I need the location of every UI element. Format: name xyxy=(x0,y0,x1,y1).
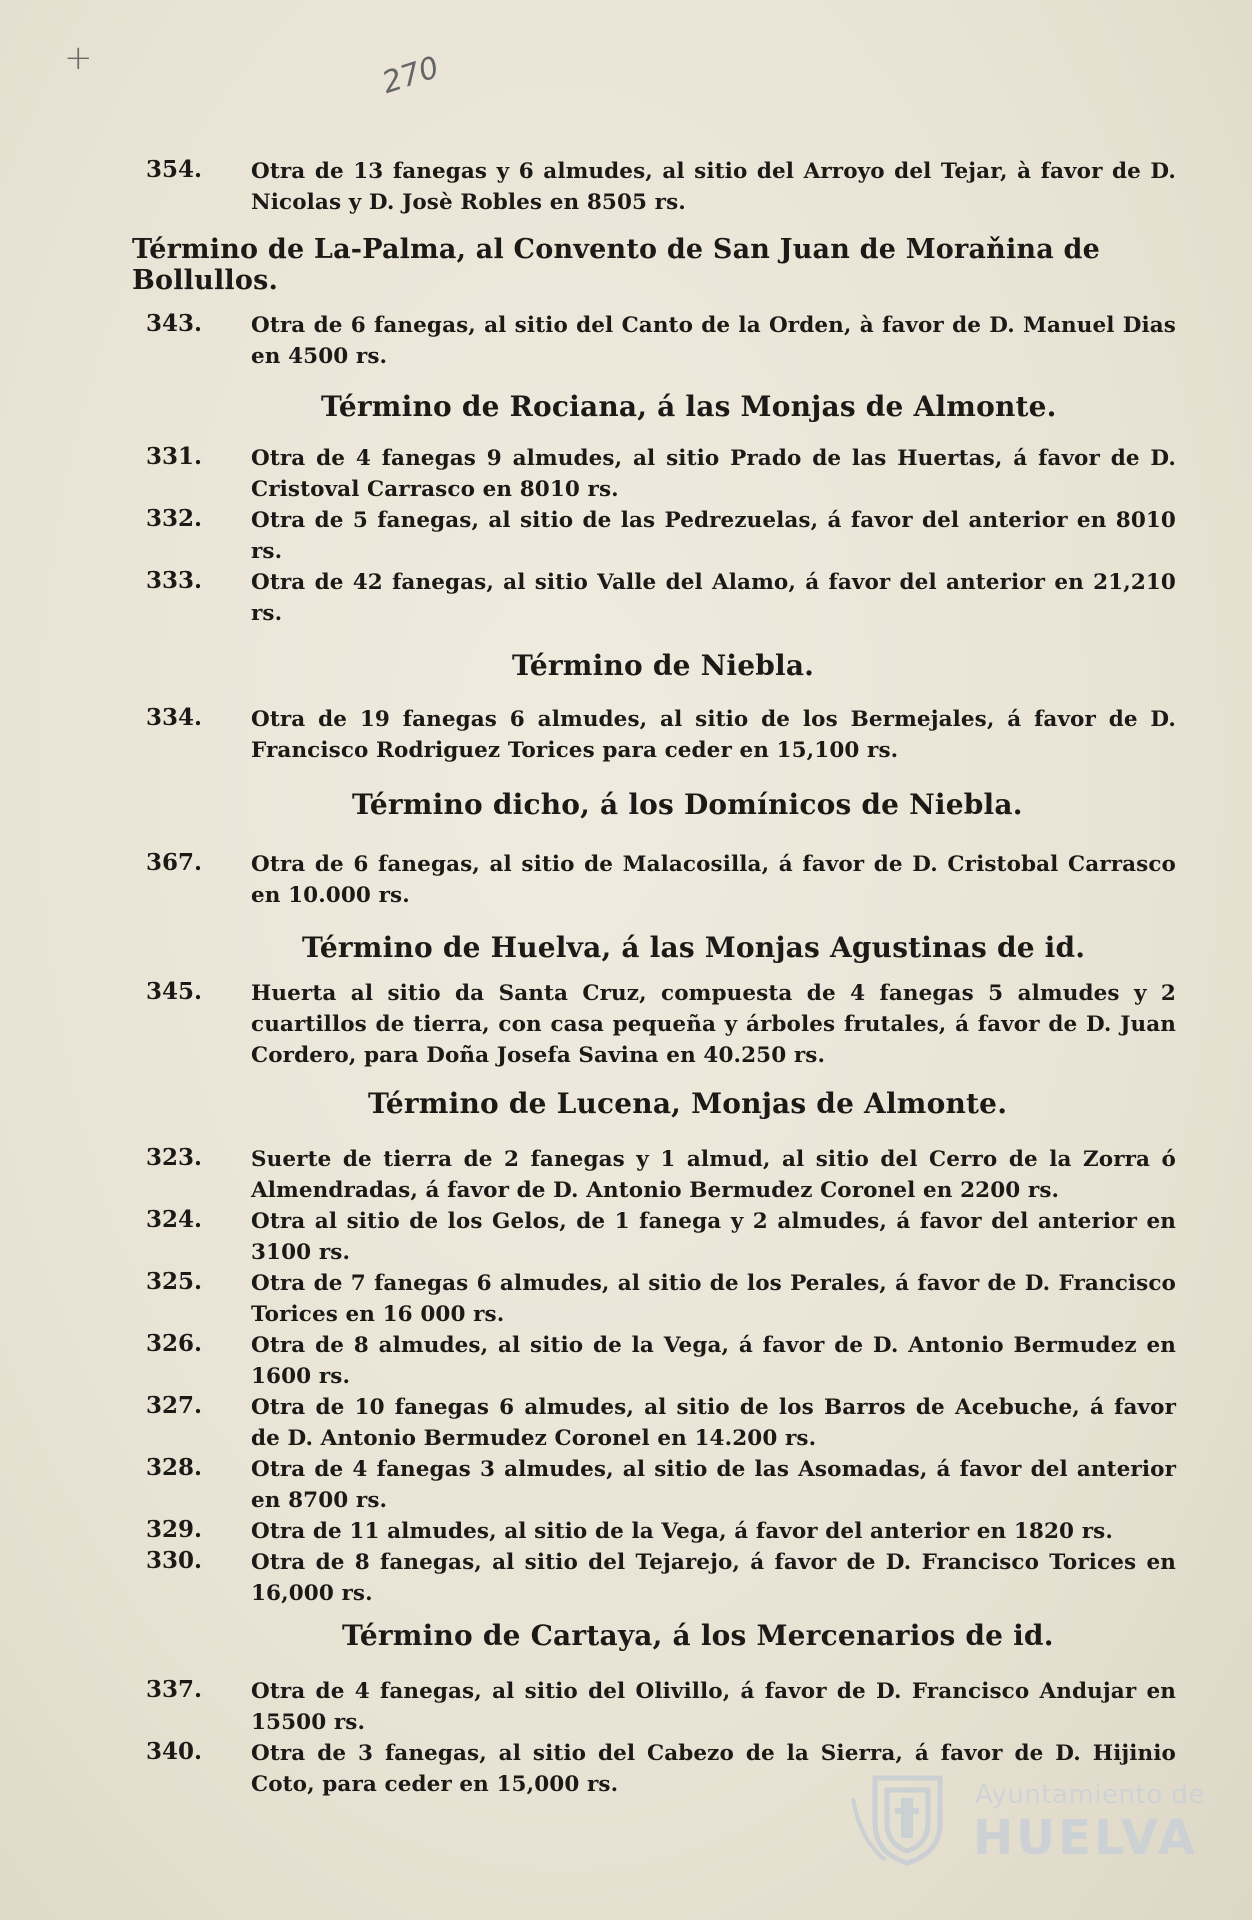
document-body xyxy=(132,150,1176,1800)
section-heading: Término de Huelva, á las Monjas Agustinas de id. xyxy=(302,931,1086,964)
section xyxy=(132,234,1176,372)
entry-number: 323. xyxy=(146,1144,203,1171)
entry-number: 330. xyxy=(146,1547,203,1574)
entry-text: Otra de 13 fanegas y 6 almudes, al sitio del Arroyo del Tejar, à favor de D. Nicolas y D. Josè Robles en 8505 rs. xyxy=(251,159,1176,215)
list-item xyxy=(146,1392,1176,1454)
entry-text: Otra de 4 fanegas 9 almudes, al sitio Prado de las Huertas, á favor de D. Cristoval Carrasco en 8010 rs. xyxy=(251,446,1176,502)
section-heading: Término de La-Palma, al Convento de San Juan de Moraňina de Bollullos. xyxy=(132,234,1101,296)
list-item xyxy=(146,1676,1176,1738)
list-item xyxy=(146,310,1176,372)
entry-number: 327. xyxy=(146,1392,203,1419)
city-seal-icon xyxy=(845,1768,965,1868)
entry-number: 333. xyxy=(146,567,203,594)
list-item xyxy=(146,443,1176,505)
entry-number: 325. xyxy=(146,1268,203,1295)
list-item xyxy=(146,567,1176,629)
entry-text: Suerte de tierra de 2 fanegas y 1 almud, al sitio del Cerro de la Zorra ó Almendradas, á favor de D. Antonio Bermudez Coronel en 2200 rs. xyxy=(251,1147,1176,1203)
entry-number: 340. xyxy=(146,1738,203,1765)
entry-number: 337. xyxy=(146,1676,203,1703)
watermark-line2: HUELVA xyxy=(973,1810,1198,1866)
entry-number: 324. xyxy=(146,1206,203,1233)
pencil-cross-mark: + xyxy=(64,38,93,78)
entry-number: 367. xyxy=(146,849,203,876)
entry-text: Otra de 10 fanegas 6 almudes, al sitio de los Barros de Acebuche, á favor de D. Antonio Bermudez Coronel en 14.200 rs. xyxy=(251,1395,1176,1451)
entry-number: 343. xyxy=(146,310,203,337)
entry-text: Otra de 4 fanegas, al sitio del Olivillo, á favor de D. Francisco Andujar en 15500 rs. xyxy=(251,1679,1176,1735)
entry-text: Otra de 42 fanegas, al sitio Valle del Alamo, á favor del anterior en 21,210 rs. xyxy=(251,570,1176,626)
section xyxy=(146,156,1176,218)
section xyxy=(146,788,1176,911)
section-heading: Término dicho, á los Domínicos de Niebla. xyxy=(352,788,1023,821)
list-item xyxy=(146,1454,1176,1516)
entry-number: 332. xyxy=(146,505,203,532)
entry-text: Otra de 6 fanegas, al sitio de Malacosilla, á favor de D. Cristobal Carrasco en 10.000 rs. xyxy=(251,852,1176,908)
list-item xyxy=(146,849,1176,911)
entry-text: Otra de 8 fanegas, al sitio del Tejarejo, á favor de D. Francisco Torices en 16,000 rs. xyxy=(251,1550,1176,1606)
entry-text: Huerta al sitio da Santa Cruz, compuesta de 4 fanegas 5 almudes y 2 cuartillos de tierra, con casa pequeña y árboles frutales, á favor de D. Juan Cordero, para Doña Josefa Savina en 40.250 rs. xyxy=(251,981,1176,1068)
ayuntamiento-huelva-watermark xyxy=(845,1768,1205,1868)
entry-number: 354. xyxy=(146,156,203,183)
entry-text: Otra de 19 fanegas 6 almudes, al sitio de los Bermejales, á favor de D. Francisco Rodriguez Torices para ceder en 15,100 rs. xyxy=(251,707,1176,763)
entry-number: 345. xyxy=(146,978,203,1005)
section xyxy=(146,1087,1176,1609)
section xyxy=(146,649,1176,766)
list-item xyxy=(146,978,1176,1071)
entry-number: 326. xyxy=(146,1330,203,1357)
section xyxy=(146,390,1176,629)
list-item xyxy=(146,1330,1176,1392)
watermark-line1: Ayuntamiento de xyxy=(975,1780,1205,1810)
entry-text: Otra al sitio de los Gelos, de 1 fanega y 2 almudes, á favor del anterior en 3100 rs. xyxy=(251,1209,1176,1265)
entry-number: 328. xyxy=(146,1454,203,1481)
entry-number: 334. xyxy=(146,704,203,731)
entry-text: Otra de 4 fanegas 3 almudes, al sitio de las Asomadas, á favor del anterior en 8700 rs. xyxy=(251,1457,1176,1513)
list-item xyxy=(146,704,1176,766)
list-item xyxy=(146,1547,1176,1609)
section-heading: Término de Rociana, á las Monjas de Almonte. xyxy=(321,390,1057,423)
entry-text: Otra de 6 fanegas, al sitio del Canto de la Orden, à favor de D. Manuel Dias en 4500 rs. xyxy=(251,313,1176,369)
entry-text: Otra de 7 fanegas 6 almudes, al sitio de los Perales, á favor de D. Francisco Torices en 16 000 rs. xyxy=(251,1271,1176,1327)
entry-number: 331. xyxy=(146,443,203,470)
entry-text: Otra de 5 fanegas, al sitio de las Pedrezuelas, á favor del anterior en 8010 rs. xyxy=(251,508,1176,564)
folio-number: 270 xyxy=(377,50,444,101)
entry-text: Otra de 3 fanegas, al sitio del Cabezo de la Sierra, á favor de D. Hijinio Coto, para ceder en 15,000 rs. xyxy=(251,1741,1176,1797)
entry-number: 329. xyxy=(146,1516,203,1543)
section-heading: Término de Lucena, Monjas de Almonte. xyxy=(368,1087,1008,1120)
section xyxy=(146,931,1176,1071)
list-item xyxy=(146,1206,1176,1268)
list-item xyxy=(146,505,1176,567)
section-heading: Término de Niebla. xyxy=(512,649,815,682)
entry-text: Otra de 8 almudes, al sitio de la Vega, á favor de D. Antonio Bermudez en 1600 rs. xyxy=(251,1333,1176,1389)
entry-text: Otra de 11 almudes, al sitio de la Vega, á favor del anterior en 1820 rs. xyxy=(251,1519,1113,1544)
list-item xyxy=(146,156,1176,218)
list-item xyxy=(146,1144,1176,1206)
section-heading: Término de Cartaya, á los Mercenarios de id. xyxy=(342,1619,1054,1652)
list-item xyxy=(146,1268,1176,1330)
list-item xyxy=(146,1516,1176,1547)
